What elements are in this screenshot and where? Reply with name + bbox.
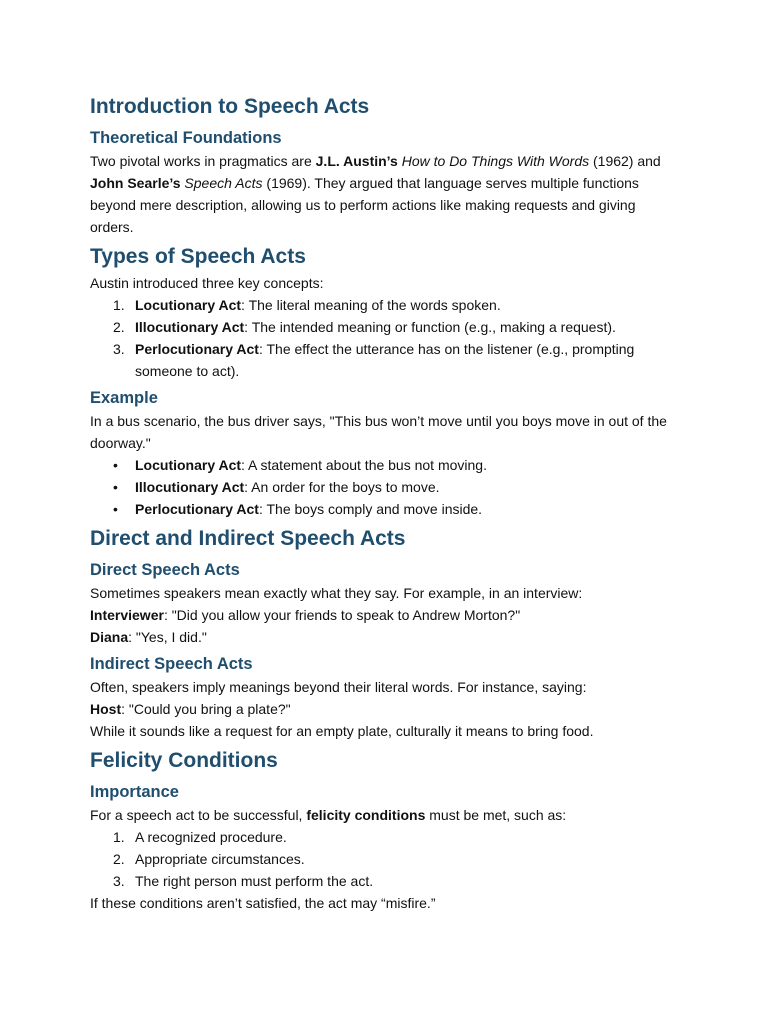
felicity-term: felicity conditions <box>306 807 426 823</box>
book-searle: Speech Acts <box>184 175 263 191</box>
dialogue-line-host <box>90 698 680 720</box>
list-desc: Appropriate circumstances. <box>135 851 305 867</box>
list-desc: : The effect the utterance has on the listener (e.g., prompting someone to act). <box>135 341 635 379</box>
felicity-text-a: For a speech act to be successful, <box>90 807 307 823</box>
list-item <box>113 294 680 316</box>
subheading-indirect: Indirect Speech Acts <box>90 655 253 673</box>
list-term: Illocutionary Act <box>135 319 245 335</box>
author-austin: J.L. Austin’s <box>315 153 398 169</box>
list-item <box>113 826 680 848</box>
types-list <box>90 294 680 382</box>
list-number: 2. <box>113 319 125 335</box>
speaker-quote: : "Yes, I did." <box>128 629 207 645</box>
document-body <box>90 92 680 914</box>
list-desc: : The intended meaning or function (e.g., making a request). <box>244 319 616 335</box>
direct-paragraph: Sometimes speakers mean exactly what they say. For example, in an interview: <box>90 585 583 601</box>
list-number: 3. <box>113 873 125 889</box>
intro-text-c: (1969). They argued that language serves multiple functions beyond mere description, allowing us to perform actions like making requests and giving orders. <box>90 175 639 235</box>
list-item <box>113 870 680 892</box>
speaker-quote: : "Could you bring a plate?" <box>121 701 291 717</box>
intro-text-a: Two pivotal works in pragmatics are <box>90 153 316 169</box>
list-item <box>113 498 680 520</box>
list-desc: : The literal meaning of the words spoken. <box>241 297 501 313</box>
list-number: 1. <box>113 297 125 313</box>
felicity-paragraph <box>90 804 680 826</box>
list-desc: The right person must perform the act. <box>135 873 374 889</box>
intro-text-b: (1962) and <box>589 153 661 169</box>
subheading-example: Example <box>90 389 158 407</box>
types-intro: Austin introduced three key concepts: <box>90 275 324 291</box>
list-number: 3. <box>113 341 125 357</box>
dialogue-line-interviewer <box>90 604 680 626</box>
list-desc: A recognized procedure. <box>135 829 287 845</box>
felicity-text-b: must be met, such as: <box>425 807 567 823</box>
dialogue-line-diana <box>90 626 680 648</box>
indirect-paragraph: Often, speakers imply meanings beyond their literal words. For instance, saying: <box>90 679 587 695</box>
speaker-name: Host <box>90 701 122 717</box>
bullet-icon: • <box>113 479 118 495</box>
bullet-icon: • <box>113 457 118 473</box>
intro-paragraph <box>90 150 680 238</box>
list-desc: : The boys comply and move inside. <box>258 501 483 517</box>
list-item <box>113 338 680 382</box>
indirect-note: While it sounds like a request for an empty plate, culturally it means to bring food. <box>90 723 594 739</box>
example-list <box>90 454 680 520</box>
list-term: Perlocutionary Act <box>135 341 259 357</box>
list-item <box>113 316 680 338</box>
felicity-closing: If these conditions aren’t satisfied, the act may “misfire.” <box>90 895 436 911</box>
list-term: Illocutionary Act <box>135 479 245 495</box>
subheading-importance: Importance <box>90 783 179 801</box>
list-item <box>113 454 680 476</box>
list-term: Perlocutionary Act <box>135 501 259 517</box>
speaker-quote: : "Did you allow your friends to speak to Andrew Morton?" <box>163 607 521 623</box>
speaker-name: Interviewer <box>90 607 164 623</box>
list-number: 1. <box>113 829 125 845</box>
section-title-types: Types of Speech Acts <box>90 245 306 268</box>
subheading-theoretical-foundations: Theoretical Foundations <box>90 129 282 147</box>
bullet-icon: • <box>113 501 118 517</box>
section-title-direct-indirect: Direct and Indirect Speech Acts <box>90 527 406 550</box>
list-number: 2. <box>113 851 125 867</box>
felicity-list <box>90 826 680 892</box>
section-title-felicity: Felicity Conditions <box>90 749 278 772</box>
section-title-introduction: Introduction to Speech Acts <box>90 95 370 118</box>
list-desc: : An order for the boys to move. <box>244 479 440 495</box>
list-term: Locutionary Act <box>135 297 242 313</box>
speaker-name: Diana <box>90 629 129 645</box>
list-term: Locutionary Act <box>135 457 242 473</box>
author-searle: John Searle’s <box>90 175 181 191</box>
list-desc: : A statement about the bus not moving. <box>241 457 487 473</box>
book-austin: How to Do Things With Words <box>401 153 590 169</box>
list-item <box>113 476 680 498</box>
list-item <box>113 848 680 870</box>
example-paragraph: In a bus scenario, the bus driver says, "This bus won’t move until you boys move in out of the doorway." <box>90 413 667 451</box>
subheading-direct: Direct Speech Acts <box>90 561 240 579</box>
